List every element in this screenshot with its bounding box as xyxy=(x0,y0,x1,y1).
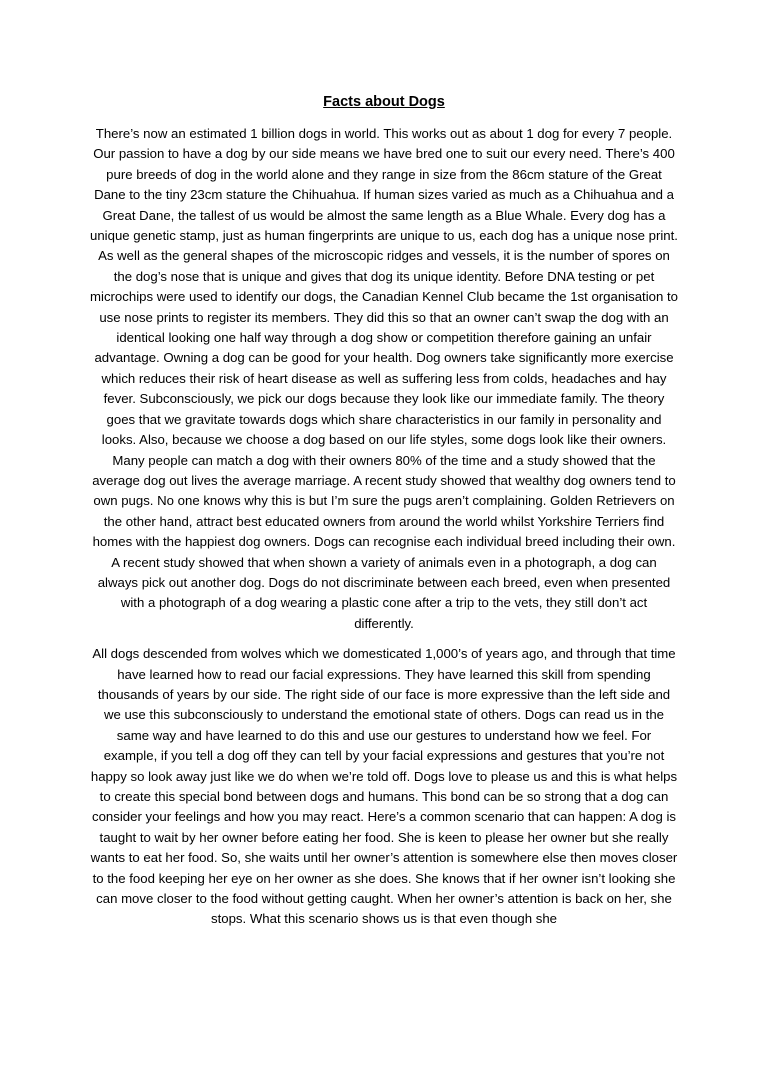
paragraph-intro-facts: There’s now an estimated 1 billion dogs in world. This works out as about 1 dog for every 7 people. Our passion to have a dog by our side means we have bred one to suit our every need. There’s 400 pure breeds of dog in the world alone and they range in size from the 86cm stature of the Great Dane to the tiny 23cm stature the Chihuahua. If human sizes varied as much as a Chihuahua and a Great Dane, the tallest of us would be almost the same length as a Blue Whale. Every dog has a unique genetic stamp, just as human fingerprints are unique to us, each dog has a unique nose print. As well as the general shapes of the microscopic ridges and vessels, it is the number of spores on the dog’s nose that is unique and gives that dog its unique identity. Before DNA testing or pet microchips were used to identify our dogs, the Canadian Kennel Club became the 1st organisation to use nose prints to register its members. They did this so that an owner can’t swap the dog with an identical looking one half way through a dog show or competition therefore gaining an unfair advantage. Owning a dog can be good for your health. Dog owners take significantly more exercise which reduces their risk of heart disease as well as suffering less from colds, headaches and hay fever. Subconsciously, we pick our dogs because they look like our immediate family. The theory goes that we gravitate towards dogs which share characteristics in our family in personality and looks. Also, because we choose a dog based on our life styles, some dogs look like their owners. Many people can match a dog with their owners 80% of the time and a study showed that the average dog out lives the average marriage. A recent study showed that wealthy dog owners tend to own pugs. No one knows why this is but I’m sure the pugs aren’t complaining. Golden Retrievers on the other hand, attract best educated owners from around the world whilst Yorkshire Terriers find homes with the happiest dog owners. Dogs can recognise each individual breed including their own. A recent study showed that when shown a variety of animals even in a photograph, a dog can always pick out another dog. Dogs do not discriminate between each breed, even when presented with a photograph of a dog wearing a plastic cone after a trip to the vets, they still don’t act differently. xyxy=(90,126,678,631)
document-title: Facts about Dogs xyxy=(323,94,445,110)
paragraph-wolves-expressions: All dogs descended from wolves which we domesticated 1,000’s of years ago, and through that time have learned how to read our facial expressions. They have learned this skill from spending thousands of years by our side. The right side of our face is more expressive than the left side and we use this subconsciously to understand the emotional state of others. Dogs can read us in the same way and have learned to do this and use our gestures to understand how we feel. For example, if you tell a dog off they can tell by your facial expressions and gestures that you’re not happy so look away just like we do when we’re told off. Dogs love to please us and this is what helps to create this special bond between dogs and humans. This bond can be so strong that a dog can consider your feelings and how you may react. Here’s a common scenario that can happen: A dog is taught to wait by her owner before eating her food. She is keen to please her owner but she really wants to eat her food. So, she waits until her owner’s attention is somewhere else then moves closer to the food keeping her eye on her owner as she does. She knows that if her owner isn’t looking she can move closer to the food without getting caught. When her owner’s attention is back on her, she stops. What this scenario shows us is that even though she xyxy=(90,646,678,927)
